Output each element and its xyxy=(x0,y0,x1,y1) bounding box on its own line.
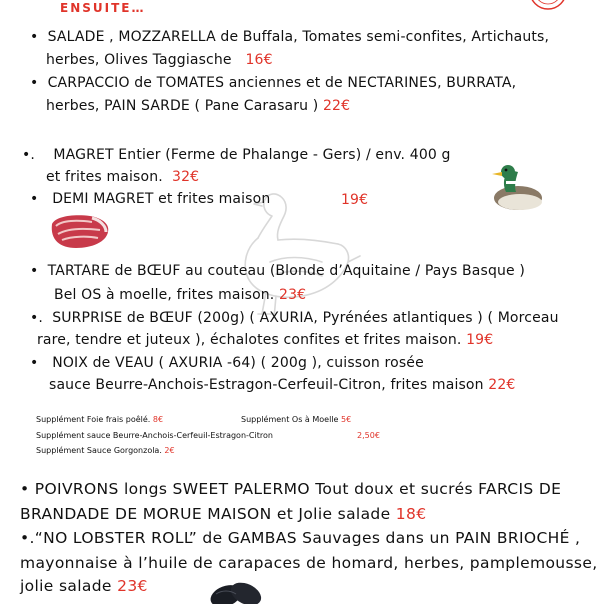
menu-item-surprise-line2: rare, tendre et juteux ), échalotes confites et frites maison. 19€ xyxy=(37,332,494,348)
menu-item-salade-line2: herbes, Olives Taggiasche 16€ xyxy=(46,52,273,68)
price: 5€ xyxy=(341,415,352,424)
menu-item-noix: • NOIX de VEAU ( AXURIA -64) ( 200g ), cuisson rosée xyxy=(30,355,424,371)
menu-item-salade: • SALADE , MOZZARELLA de Buffala, Tomates semi-confites, Artichauts, xyxy=(30,29,550,45)
price: 32€ xyxy=(172,169,200,185)
supplement-os: Supplément Os à Moelle 5€ xyxy=(241,415,352,424)
menu-item-carpaccio: • CARPACCIO de TOMATES anciennes et de NECTARINES, BURRATA, xyxy=(30,75,517,91)
price: 22€ xyxy=(323,98,351,114)
supplement-sauce-beurre: Supplément sauce Beurre-Anchois-Cerfeuil-Estragon-Citron xyxy=(36,431,273,440)
menu-item-tartare: • TARTARE de BŒUF au couteau (Blonde d’Aquitaine / Pays Basque ) xyxy=(30,263,525,279)
duck-head-icon xyxy=(484,158,546,214)
menu-item-magret-line2: et frites maison. 32€ xyxy=(46,169,200,185)
menu-item-poivrons-line2: BRANDADE DE MORUE MAISON et Jolie salade 18€ xyxy=(20,505,427,523)
menu-item-surprise: •. SURPRISE de BŒUF (200g) ( AXURIA, Pyrénées atlantiques ) ( Morceau xyxy=(30,310,559,326)
menu-item-lobster-roll-line3: jolie salade 23€ xyxy=(20,577,148,595)
menu-item-poivrons: • POIVRONS longs SWEET PALERMO Tout doux et sucrés FARCIS DE xyxy=(20,480,562,498)
price: 8€ xyxy=(152,415,164,424)
menu-item-tartare-line2: Bel OS à moelle, frites maison. 23€ xyxy=(54,287,307,303)
section-heading: ENSUITE… xyxy=(60,1,146,15)
price: 18€ xyxy=(395,505,427,523)
supplement-gorgonzola: Supplément Sauce Gorgonzola. 2€ xyxy=(36,446,175,455)
supplement-foie: Supplément Foie frais poêlé. 8€ xyxy=(36,415,164,424)
price: 19€ xyxy=(466,332,494,348)
menu-item-noix-line2: sauce Beurre-Anchois-Estragon-Cerfeuil-Citron, frites maison 22€ xyxy=(49,377,516,393)
price: 2€ xyxy=(164,446,175,455)
price: 22€ xyxy=(488,377,516,393)
demi-magret-price: 19€ xyxy=(341,192,369,208)
price: 16€ xyxy=(245,52,273,68)
menu-item-lobster-roll-line2: mayonnaise à l’huile de carapaces de homard, herbes, pamplemousse, xyxy=(20,554,598,572)
menu-item-carpaccio-line2: herbes, PAIN SARDE ( Pane Carasaru ) 22€ xyxy=(46,98,351,114)
menu-item-demi-magret: • DEMI MAGRET et frites maison xyxy=(30,191,271,207)
stamp-logo-icon xyxy=(528,0,568,12)
steak-icon xyxy=(48,212,112,250)
menu-item-lobster-roll: •.“NO LOBSTER ROLL” de GAMBAS Sauvages dans un PAIN BRIOCHÉ , xyxy=(20,529,581,547)
price: 23€ xyxy=(117,577,148,595)
menu-item-magret: •. MAGRET Entier (Ferme de Phalange - Gers) / env. 400 g xyxy=(22,147,451,163)
supplement-sauce-beurre-price: 2,50€ xyxy=(357,431,380,440)
price: 23€ xyxy=(279,287,307,303)
